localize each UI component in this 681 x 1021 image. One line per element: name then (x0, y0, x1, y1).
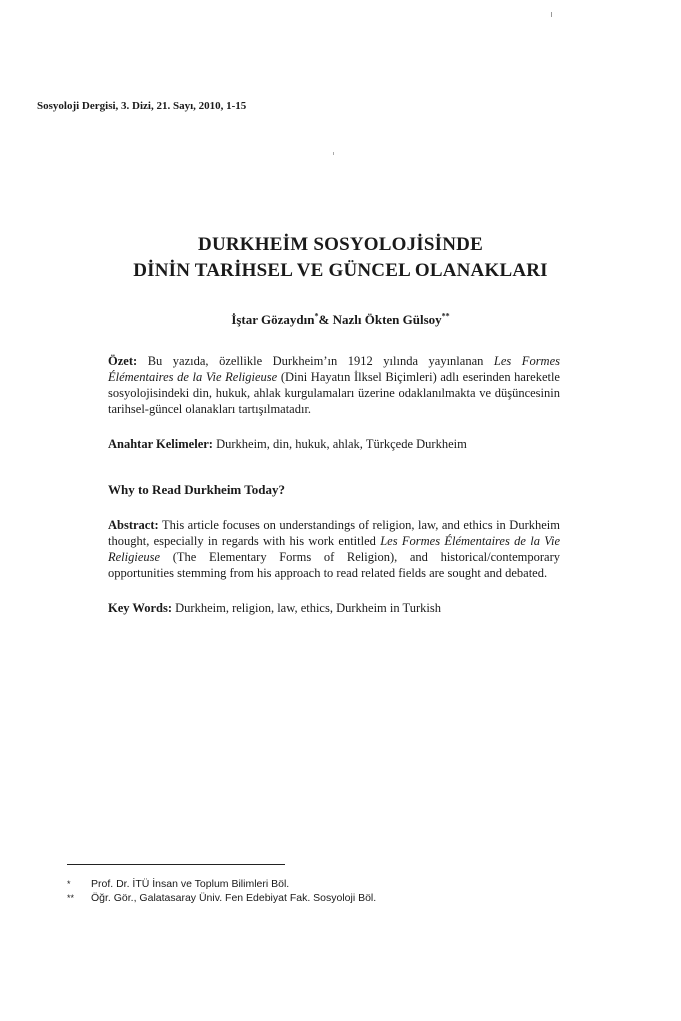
footnote-mark-2: ** (441, 311, 450, 321)
ozet-text-1: Bu yazıda, özellikle Durkheim’ın 1912 yılında yayınlanan (137, 354, 494, 368)
english-abstract (108, 517, 560, 581)
ozet-book-title: Les Formes Élémentaires de la Vie Religieuse (108, 354, 560, 384)
footnote-1-text: Prof. Dr. İTÜ İnsan ve Toplum Bilimleri Böl. (91, 878, 290, 890)
keywords-tr-text: Durkheim, din, hukuk, ahlak, Türkçede Durkheim (212, 437, 467, 451)
turkish-keywords (108, 436, 560, 452)
footnote-1-mark: * (67, 879, 71, 889)
scan-speck (333, 152, 334, 155)
author-2: Nazlı Ökten Gülsoy (332, 312, 442, 327)
journal-citation: Sosyoloji Dergisi, 3. Dizi, 21. Sayı, 2010, 1-15 (37, 100, 247, 112)
author-1: İştar Gözaydın (231, 312, 315, 327)
footnote-2-text: Öğr. Gör., Galatasaray Üniv. Fen Edebiyat Fak. Sosyoloji Böl. (91, 892, 377, 904)
abstract-text-2: (The Elementary Forms of Religion), and historical/contemporary opportunities stemming from his approach to read related fields are sought and debated. (108, 550, 560, 580)
english-keywords (108, 600, 560, 616)
footnote-2 (67, 891, 567, 905)
footnote-2-mark: ** (67, 893, 75, 903)
scan-speck (551, 12, 552, 17)
ozet-text-2: (Dini Hayatın İlksel Biçimleri) adlı eserinden hareketle sosyolojisindeki din, hukuk, ahlak kurgulamaları üzerine odaklanılmakta ve düşüncesinin tarihsel-güncel olanakları tartışılmatadır. (108, 370, 560, 416)
keywords-en-text: Durkheim, religion, law, ethics, Durkheim in Turkish (172, 601, 441, 615)
author-connector: & (318, 312, 333, 327)
ozet-label: Özet: (108, 354, 138, 368)
abstract-book-title: Les Formes Élémentaires de la Vie Religieuse (108, 534, 561, 564)
title-line-2: DİNİN TARİHSEL VE GÜNCEL OLANAKLARI (133, 260, 548, 281)
abstract-label: Abstract: (108, 518, 159, 532)
author-line (0, 312, 681, 328)
title-line-1: DURKHEİM SOSYOLOJİSİNDE (198, 234, 483, 255)
english-title: Why to Read Durkheim Today? (108, 482, 285, 497)
keywords-tr-label: Anahtar Kelimeler: (108, 437, 213, 451)
footnote-mark-1: * (314, 311, 319, 321)
keywords-en-label: Key Words: (108, 601, 173, 615)
paper-title (0, 232, 681, 284)
footnote-1 (67, 877, 567, 891)
turkish-abstract (108, 353, 560, 417)
abstract-text-1: This article focuses on understandings of religion, law, and ethics in Durkheim thought, especially in regards with his work entitled (108, 518, 560, 548)
footnote-divider (67, 864, 285, 865)
